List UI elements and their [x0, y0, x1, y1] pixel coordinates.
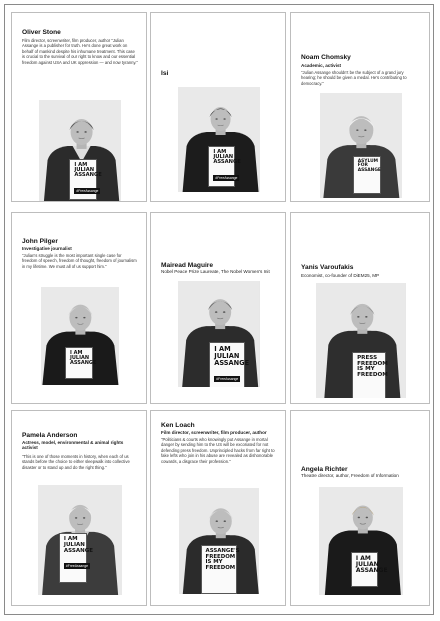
person-name: Angela Richter	[301, 466, 348, 473]
protest-sign	[65, 347, 97, 379]
person-name: Ken Loach	[161, 422, 195, 429]
person-quote: "Julian Assange shouldn't be the subject of a grand jury hearing; he should be given a medal. He's contributing to democracy."	[301, 70, 407, 86]
person-name: Mairead Maguire	[161, 262, 214, 269]
sign-text-line: ASSANGE	[213, 159, 241, 166]
card-mairead-maguire	[150, 212, 286, 404]
sign-text-line: ASSANGE	[70, 359, 97, 366]
sign-text-line: ASSANGE'S	[205, 548, 240, 555]
portrait-photo	[179, 488, 259, 594]
hashtag-label: #FreeAssange	[216, 376, 239, 381]
person-name: Yanis Varoufakis	[301, 264, 354, 271]
portrait-photo	[320, 93, 403, 198]
sign-text-line: ASSANGE	[357, 167, 381, 173]
person-name: Oliver Stone	[22, 29, 61, 36]
protest-sign	[209, 342, 250, 387]
sign-text-line: JULIAN	[214, 352, 240, 361]
protest-sign	[352, 352, 386, 398]
card-ken-loach	[150, 410, 286, 606]
sign-text-line: ASSANGE	[63, 547, 93, 554]
card-yanis-varoufakis	[290, 212, 430, 404]
sign-text-line: JULIAN	[355, 560, 379, 568]
card-pamela-anderson	[11, 410, 147, 606]
sign-text-line: I AM	[214, 345, 231, 354]
person-role: Economist, co-founder of DiEM25, MP	[301, 273, 380, 278]
sign-text-line: PRESS	[357, 355, 378, 361]
sign-text-line: ASSANGE	[214, 358, 250, 367]
protest-sign	[208, 146, 241, 187]
person-quote: "Julian's struggle is the most important single case for freedom of speech, freedom of thought, freedom of journalism in my lifetime. We must all of us support him."	[22, 253, 137, 269]
portrait-photo	[316, 283, 405, 398]
protest-sign	[69, 159, 102, 200]
portrait-photo	[39, 100, 121, 202]
portrait-photo	[41, 287, 120, 385]
person-role: Theatre director, author, Freedom of Information	[301, 473, 399, 478]
sign-text-line: FREEDOM	[205, 553, 236, 560]
person-role: Actress, model, environmental & animal rights activist	[22, 440, 124, 450]
sign-text-line: ASYLUM	[357, 159, 379, 164]
hashtag-label: #FreeAssange	[76, 188, 99, 193]
protest-sign	[351, 552, 388, 588]
card-isi	[150, 12, 286, 202]
hashtag-label: #FreeAssange	[65, 564, 88, 569]
person-quote: Film director, screenwriter, film producer, author "Julian Assange is a publisher for truth. He's done great work on behalf of mankind despite his inhumane treatment. This case is crucial to the survival of our right to know and our essential freedom against USA and UK oppression — and now tyranny."	[22, 38, 138, 65]
sign-text-line: FOR	[357, 163, 368, 169]
person-role: Film director, screenwriter, film producer, author	[161, 430, 267, 435]
protest-sign	[353, 156, 381, 194]
sign-text-line: ASSANGE	[74, 172, 102, 179]
sign-text-line: JULIAN	[63, 542, 85, 548]
sign-text-line: I AM	[74, 161, 88, 168]
person-name: Isi	[161, 70, 169, 77]
sign-text-line: ASSANGE	[355, 567, 388, 575]
person-role: Nobel Peace Prize Laureate, The Nobel Women's Init	[161, 269, 270, 274]
sign-text-line: FREEDOM	[357, 372, 388, 379]
person-quote: "Politicians & courts who knowingly put Assange in mortal danger by sending him to the US will be excoriated for not defending press freedom. Unprincipled hacks from far right to fake lefts who join in his abuse are revealed as dishonorable cowards, a disgrace their profession."	[161, 437, 275, 464]
card-john-pilger	[11, 212, 147, 404]
sign-text-line: FREEDOM	[205, 564, 236, 571]
person-name: John Pilger	[22, 238, 58, 245]
sign-text-line: JULIAN	[74, 167, 95, 174]
sign-text-line: JULIAN	[70, 354, 90, 361]
card-angela-richter	[290, 410, 430, 606]
protest-sign	[59, 533, 93, 583]
protest-sign	[201, 545, 240, 594]
sign-text-line: IS MY	[357, 366, 375, 373]
portrait-photo	[178, 87, 260, 192]
person-name: Noam Chomsky	[301, 54, 351, 61]
sign-text-line: I AM	[213, 148, 227, 155]
person-role: Investigative journalist	[22, 246, 72, 251]
sign-text-line: FREEDOM	[357, 360, 388, 367]
sign-text-line: I AM	[355, 554, 371, 562]
person-role: Academic, activist	[301, 63, 342, 68]
sign-text-line: JULIAN	[213, 154, 234, 161]
card-noam-chomsky	[290, 12, 430, 202]
sign-text-line: IS MY	[205, 559, 223, 566]
hashtag-label: #FreeAssange	[215, 175, 238, 180]
sign-text-line: I AM	[63, 536, 78, 543]
person-quote: "This is one of those moments in history, when each of us stands before the choice to either sleepwalk into collective disaster or to stand up and do the right thing."	[22, 454, 130, 470]
portrait-photo	[319, 487, 403, 595]
card-oliver-stone	[11, 12, 147, 202]
person-name: Pamela Anderson	[22, 432, 78, 439]
portrait-photo	[38, 485, 122, 595]
portrait-photo	[178, 281, 259, 387]
sign-text-line: I AM	[70, 349, 83, 356]
